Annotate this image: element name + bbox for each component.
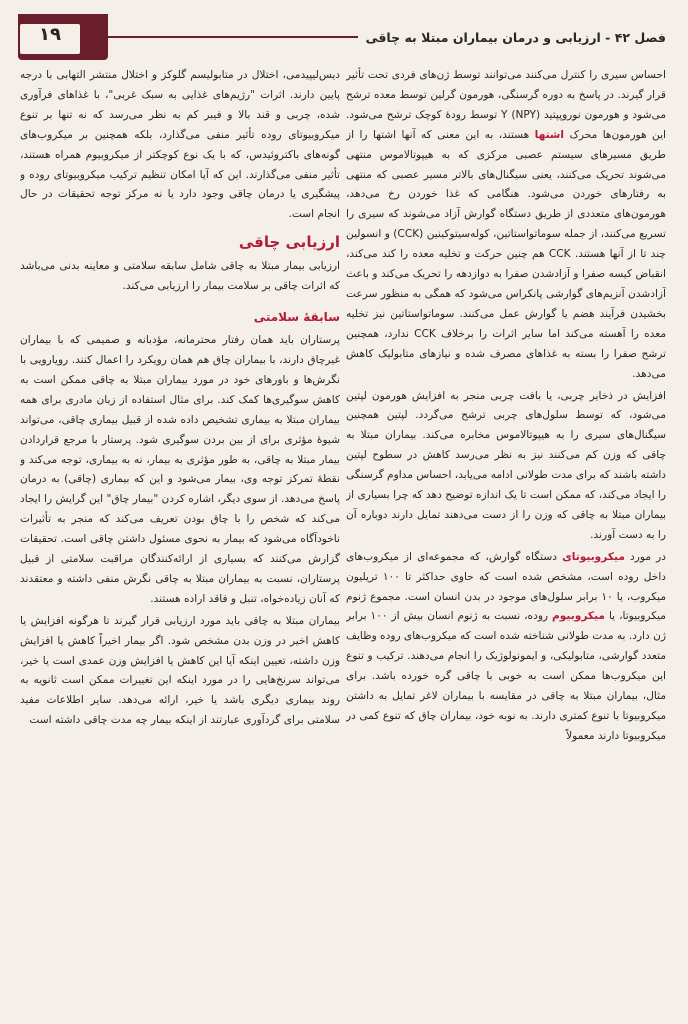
- chapter-title: فصل ۴۲ - ارزیابی و درمان بیماران مبتلا به چاقی: [365, 29, 666, 45]
- left-column: [20, 66, 340, 996]
- text-run: در مورد: [630, 550, 666, 563]
- section-title: ارزیابی چاقی: [238, 233, 340, 252]
- text-run: دستگاه گوارش، که مجموعه‌ای از میکروب‌های داخل روده است، مشخص شده است که حاوی حداکثر تا ۱۰۰ تریلیون میکروب، یا ۱۰ برابر سلول‌های موجود در بدن انسان است. مجموع ژنوم میکروبیوتا، یا: [346, 550, 666, 623]
- paragraph-leptin: افزایش در ذخایر چربی، یا بافت چربی منجر به افزایش هورمون لپتین می‌شود، که توسط سلول‌های چربی ترشح می‌گردد. لپتین همچنین سیگنال‌های سیری را به هیپوتالاموس مخابره می‌کند. بیماران مبتلا به چاقی که وزن کم می‌کنند نیز به نظر می‌رسد کاهش در سطوح لپتین داشته باشند که برای مدت طولانی ادامه می‌یابد، احساس مداوم گرسنگی را ایجاد می‌کند، که ممکن است تا یک اندازه توضیح دهد که چرا بسیاری از بیماران مبتلا به چاقی که وزن را از دست می‌دهند تمایل دارند دوباره آن را به دست آورند.: [346, 389, 666, 541]
- page-header: [0, 0, 688, 58]
- paragraph-health-history: پرستاران باید همان رفتار محترمانه، مؤدبانه و صمیمی که با بیماران غیرچاق دارند، با بیماران چاق هم همان رویکرد را اعمال کنند. رویارویی با نگرش‌ها و باورهای خود در مورد بیماران مبتلا به چاقی ممکن است به کاهش سوگیری‌ها کمک کند. برای مثال استفاده از زبان مادری برای همه بیماران مبتلا به بیماری تشخیص داده شده از قبیل بیماری چاقی، می‌تواند شیوهٔ مؤثری برای از بین بردن سوگیری شود. پرستار با مرجع قراردادن بیمار مبتلا به چاقی، به طور مؤثری به بیمار، نه به بیماری، توجه می‌کند و نقطهٔ تمرکز توجه وی، بیمار می‌شود و این که بیماری (چاقی) به درمان پاسخ می‌دهد. از سوی دیگر، اشاره کردن "بیمار چاق" این گرایش را ایجاد می‌کند که شخص را با چاق بودن تعریف می‌کند که منجر به تأثیرات ناخودآگاه می‌شود که بیمار به نحوی مسئول داشتن چاقی است. تحقیقات گزارش می‌کنند که بسیاری از ارائه‌کنندگان مراقبت سلامتی از قبیل پرستاران، نسبت به بیماران مبتلا به چاقی نگرش منفی داشته و معتقدند که آنان زیاده‌خواه، تنبل و فاقد اراده هستند.: [20, 334, 340, 605]
- paragraph-assessment-intro: ارزیابی بیمار مبتلا به چاقی شامل سابقه سلامتی و معاینه بدنی می‌باشد که اثرات چاقی بر سلامت بیمار را ارزیابی می‌کند.: [20, 260, 340, 293]
- highlight-term: میکروبیوم: [552, 610, 605, 623]
- highlight-term: میکروبیوتای: [562, 550, 625, 563]
- text-run: روده، نسبت به ژنوم انسان بیش از ۱۰۰ برابر ژن دارد. به مدت طولانی شناخته شده است که میکروب‌های روده وظایف متعدد گوارشی، متابولیکی، و ایمونولوژیک را انجام می‌دهند. ترکیب و تنوع این میکروب‌ها ممکن است به خوبی با چاقی گره خورده باشد. برای مثال، بیماران مبتلا به چاقی در مقایسه با بیماران لاغر تمایل به داشتن میکروبیوتا با تنوع کمتری دارند. به نوبه خود، بیماران چاق که تنوع کمی در میکروبیوتا دارند معمولاً: [346, 610, 666, 742]
- highlight-term: اشتها: [534, 128, 564, 141]
- text-run: احساس سیری را کنترل می‌کنند می‌توانند توسط ژن‌های فردی تحت تأثیر قرار گیرند. در پاسخ به دوره گرسنگی، هورمون گرلین توسط معده ترشح می‌شود و هورمون نوروپپتید Y (NPY) توسط رودهٔ کوچک ترشح می‌شود. این هورمون‌ها محرک: [346, 69, 666, 141]
- header-rule: [96, 36, 358, 38]
- paragraph-hunger-hormones: [346, 66, 666, 385]
- paragraph-western-diet: دیس‌لیپیدمی، اختلال در متابولیسم گلوکز و اختلال منتشر التهابی با درجه پایین دارند. اثرات "رژیم‌های غذایی به سبک غربی"، با غذاهای فرآوری شده، چربی و قند بالا و فیبر کم به نظر می‌رسد که نه تنها بر تنوع میکروبیوتای روده تأثیر منفی می‌گذارد، بلکه همچنین بر میکروب‌های گونه‌های باکتروئیدس، که با یک نوع کوچکتر از میکروبیوم همراه هستند، تأثیر منفی می‌گذارند. این که آیا امکان تنظیم ترکیب میکروبیوتای روده و پیشگیری یا درمان چاقی وجود دارد یا نه مرکز توجه تحقیقات در حال انجام است.: [20, 69, 340, 221]
- text-run: هستند، به این معنی که آنها اشتها را از طریق مسیرهای سیستم عصبی مرکزی که به هیپوتالاموس منتهی می‌شوند تحریک می‌کنند، یعنی سیگنال‌های بالاتر مسیر عصبی که منتهی به رفتارهای خوردن می‌شود. هنگامی که غذا خوردن رخ می‌دهد، هورمون‌های متعددی از طریق دستگاه گوارش آزاد می‌شوند که سیری را تسریع می‌کنند، از جمله سوماتواستاتین، کوله‌سیتوکینین (CCK) و انسولین چند تا از آنها هستند. CCK هم چنین حرکت و تخلیه معده را کند می‌کند، انقباض کیسه صفرا و آزادشدن صفرا به دوازدهه را تحریک می‌کند و باعث آزادشدن آنزیم‌های گوارشی پانکراس می‌شود که همگی به منظور سرعت بخشیدن فرآیند هضم یا گوارش عمل می‌کنند. سوماتواستاتین نیز تخلیه معده را آهسته می‌کند اما سایر اثرات را برخلاف CCK ندارد، همچنین ترشح صفرا را بسته به غذاهای مصرف شده و نیازهای متابولیک کاهش می‌دهد.: [346, 128, 666, 380]
- right-column: [346, 66, 666, 996]
- chapter-header-bar: [88, 22, 688, 52]
- paragraph-microbiota: [346, 548, 666, 747]
- header-separator: [88, 30, 90, 54]
- subsection-title: سابقهٔ سلامتی: [253, 310, 340, 325]
- page-number: ۱۹: [20, 24, 80, 54]
- paragraph-weight-change: بیماران مبتلا به چاقی باید مورد ارزیابی قرار گیرند تا هرگونه افزایش یا کاهش اخیر در وزن بدن مشخص شود. اگر بیمار اخیراً کاهش یا افزایش وزن داشته، تعیین اینکه آیا این کاهش یا افزایش وزن عمدی است یا خیر، می‌تواند سرنخ‌هایی را در مورد اینکه این تغییرات ممکن است ثانویه به روند بیماری دیگری باشد یا خیر، ارائه می‌دهد. سایر اطلاعات مفید سلامتی برای گردآوری عبارتند از اینکه بیمار چه مدت چاقی داشته است: [20, 614, 340, 727]
